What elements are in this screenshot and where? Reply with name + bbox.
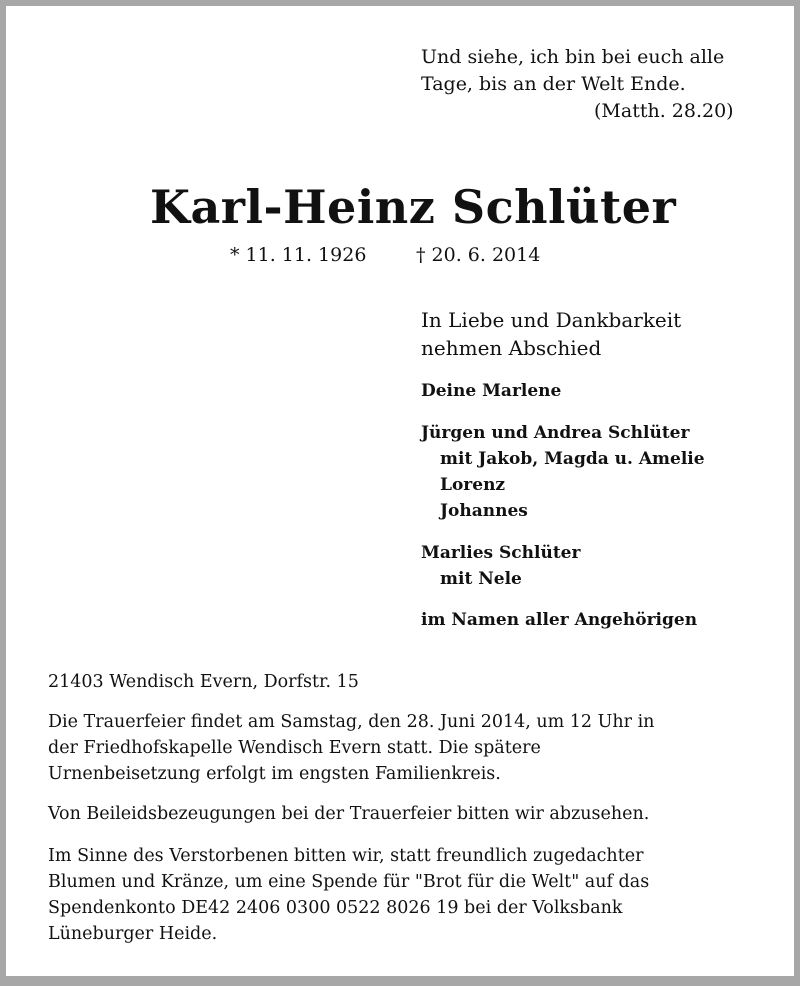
mourner-grandchild-nele: mit Nele xyxy=(440,569,522,589)
mourner-grandchild-lorenz: Lorenz xyxy=(440,475,506,495)
verse-reference: (Matth. 28.20) xyxy=(594,100,734,122)
mourner-grandchild-johannes: Johannes xyxy=(440,501,528,521)
farewell-line-2: nehmen Abschied xyxy=(421,336,602,360)
condolences-note: Von Beileidsbezeugungen bei der Trauerfeier bitten wir abzusehen. xyxy=(48,804,650,824)
address: 21403 Wendisch Evern, Dorfstr. 15 xyxy=(48,672,359,692)
obituary-notice xyxy=(6,6,794,976)
ceremony-line-2: der Friedhofskapelle Wendisch Evern statt. Die spätere xyxy=(48,738,541,758)
verse-line-2: Tage, bis an der Welt Ende. xyxy=(421,73,686,95)
mourner-daughter: Marlies Schlüter xyxy=(421,543,581,563)
donation-line-2: Blumen und Kränze, um eine Spende für "Brot für die Welt" auf das xyxy=(48,872,650,892)
birth-date: * 11. 11. 1926 xyxy=(230,244,367,266)
donation-line-1: Im Sinne des Verstorbenen bitten wir, statt freundlich zugedachter xyxy=(48,846,644,866)
mourner-son: Jürgen und Andrea Schlüter xyxy=(421,423,690,443)
farewell-line-1: In Liebe und Dankbarkeit xyxy=(421,308,682,332)
donation-line-3: Spendenkonto DE42 2406 0300 0522 8026 19 bei der Volksbank xyxy=(48,898,623,918)
ceremony-line-1: Die Trauerfeier findet am Samstag, den 28. Juni 2014, um 12 Uhr in xyxy=(48,712,655,732)
deceased-name: Karl-Heinz Schlüter xyxy=(150,180,677,234)
ceremony-line-3: Urnenbeisetzung erfolgt im engsten Familienkreis. xyxy=(48,764,501,784)
mourner-spouse: Deine Marlene xyxy=(421,381,562,401)
mourner-all-relatives: im Namen aller Angehörigen xyxy=(421,610,698,630)
verse-line-1: Und siehe, ich bin bei euch alle xyxy=(421,46,725,68)
donation-line-4: Lüneburger Heide. xyxy=(48,924,218,944)
death-date: † 20. 6. 2014 xyxy=(416,244,541,266)
mourner-grandchildren: mit Jakob, Magda u. Amelie xyxy=(440,449,705,469)
